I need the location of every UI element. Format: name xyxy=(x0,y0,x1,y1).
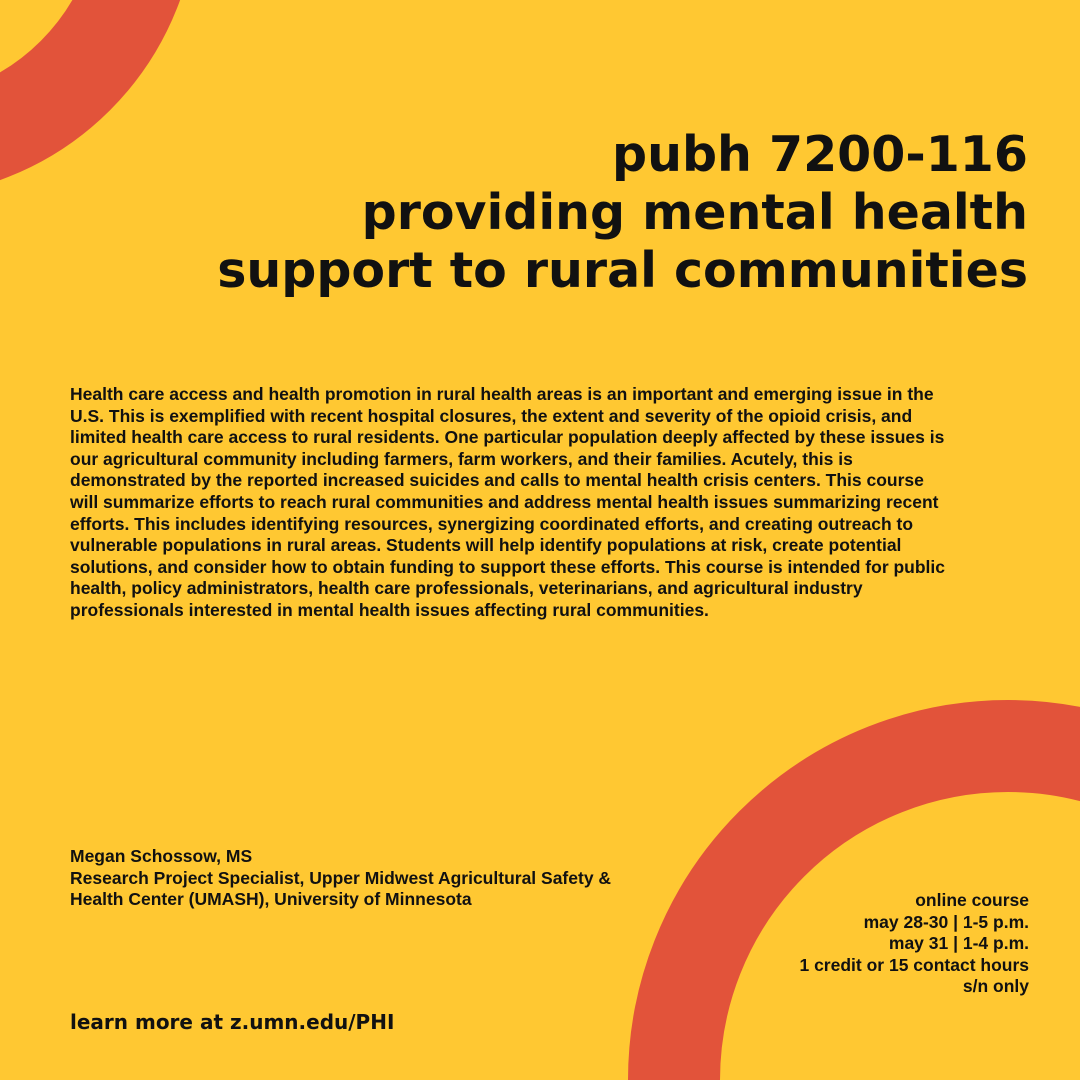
session-dates-1: may 28-30 | 1-5 p.m. xyxy=(863,911,1029,932)
course-format: online course xyxy=(915,890,1029,910)
decorative-arc-top xyxy=(0,0,198,198)
course-name-line-2: support to rural communities xyxy=(217,242,1028,299)
credit-info: 1 credit or 15 contact hours xyxy=(799,954,1029,975)
course-description: Health care access and health promotion in rural health areas is an important and emerging issue in the U.S. This is exemplified with recent hospital closures, the extent and severity of the opioid crisis, and limited health care access to rural residents. One particular population deeply affected by these issues is our agricultural community including farmers, farm workers, and their families. Acutely, this is demonstrated by the reported increased suicides and calls to mental health crisis centers. This course will summarize efforts to reach rural communities and address mental health issues summarizing recent efforts. This includes identifying resources, synergizing coordinated efforts, and creating outreach to vulnerable populations in rural areas. Students will help identify populations at risk, create potential solutions, and consider how to obtain funding to support these efforts. This course is intended for public health, policy administrators, health care professionals, veterinarians, and agricultural industry professionals interested in mental health issues affecting rural communities. xyxy=(70,384,946,620)
instructor-info xyxy=(70,846,630,911)
course-name-line-1: providing mental health xyxy=(361,184,1028,241)
grading-info: s/n only xyxy=(962,976,1029,997)
course-details xyxy=(799,890,1029,998)
session-dates-2: may 31 | 1-4 p.m. xyxy=(888,933,1029,954)
instructor-name: Megan Schossow, MS xyxy=(70,846,253,866)
instructor-role: Research Project Specialist, Upper Midwest Agricultural Safety & Health Center (UMASH), University of Minnesota xyxy=(70,867,612,910)
course-title xyxy=(217,126,1028,300)
course-code: pubh 7200-116 xyxy=(612,126,1028,183)
learn-more-link[interactable]: learn more at z.umn.edu/PHI xyxy=(70,1010,395,1034)
